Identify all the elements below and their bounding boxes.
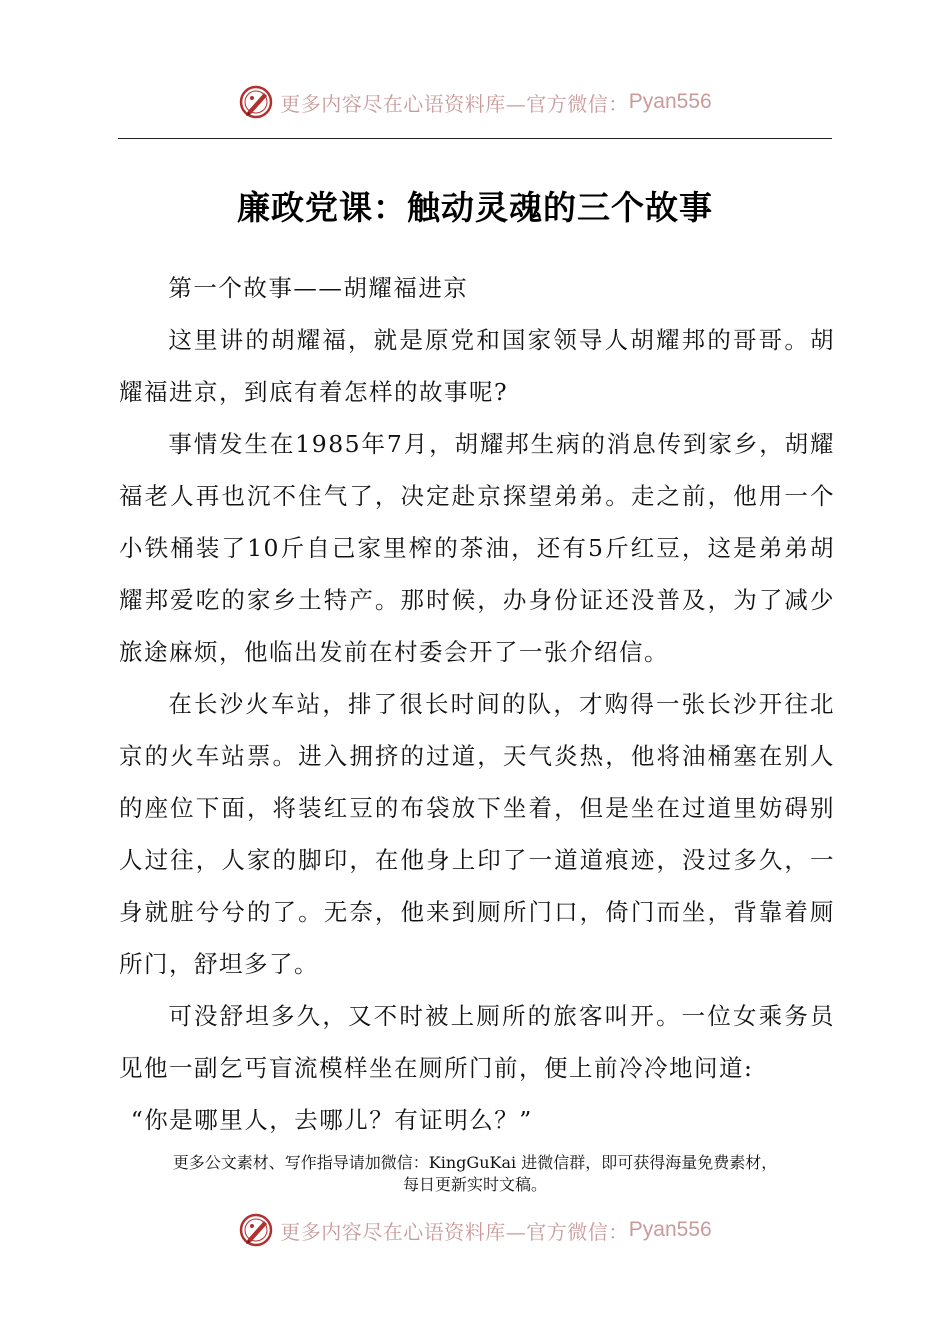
paragraph: 可没舒坦多久，又不时被上厕所的旅客叫开。一位女乘务员见他一副乞丐盲流模样坐在厕所门前，便上前冷冷地问道: [119,1002,835,1082]
footer-note [100,1152,850,1196]
watermark-handle: Pyan556 [628,1218,712,1241]
footer-watermark [0,1208,950,1252]
header-watermark [0,80,950,124]
pen-logo-icon [238,1212,274,1248]
watermark-text: 更多内容尽在心语资料库—官方微信： [280,1219,629,1244]
watermark-handle: Pyan556 [628,90,712,113]
page-title: 廉政党课：触动灵魂的三个故事 [237,188,713,227]
header-divider [118,138,832,139]
footer-note-line: 每日更新实时文稿。 [402,1175,547,1194]
watermark-text: 更多内容尽在心语资料库—官方微信： [280,91,629,116]
pen-logo-icon [238,84,274,120]
document-body [119,262,835,1146]
paragraph-quote: “你是哪里人，去哪儿？有证明么？” [130,1106,533,1134]
paragraph: 这里讲的胡耀福，就是原党和国家领导人胡耀邦的哥哥。胡耀福进京，到底有着怎样的故事呢? [119,326,835,406]
paragraph: 事情发生在1985年7月，胡耀邦生病的消息传到家乡，胡耀福老人再也沉不住气了，决定赴京探望弟弟。走之前，他用一个小铁桶装了10斤自己家里榨的茶油，还有5斤红豆，这是弟弟胡耀邦爱吃的家乡土特产。那时候，办身份证还没普及，为了减少旅途麻烦，他临出发前在村委会开了一张介绍信。 [119,430,835,666]
footer-note-line: 更多公文素材、写作指导请加微信：KingGuKai 进微信群，即可获得海量免费素材， [172,1153,778,1172]
paragraph: 在长沙火车站，排了很长时间的队，才购得一张长沙开往北京的火车站票。进入拥挤的过道，天气炎热，他将油桶塞在别人的座位下面，将装红豆的布袋放下坐着，但是坐在过道里妨碍别人过往，人家的脚印，在他身上印了一道道痕迹，没过多久，一身就脏兮兮的了。无奈，他来到厕所门口，倚门而坐，背靠着厕所门，舒坦多了。 [119,690,835,978]
section-heading: 第一个故事——胡耀福进京 [168,274,469,302]
